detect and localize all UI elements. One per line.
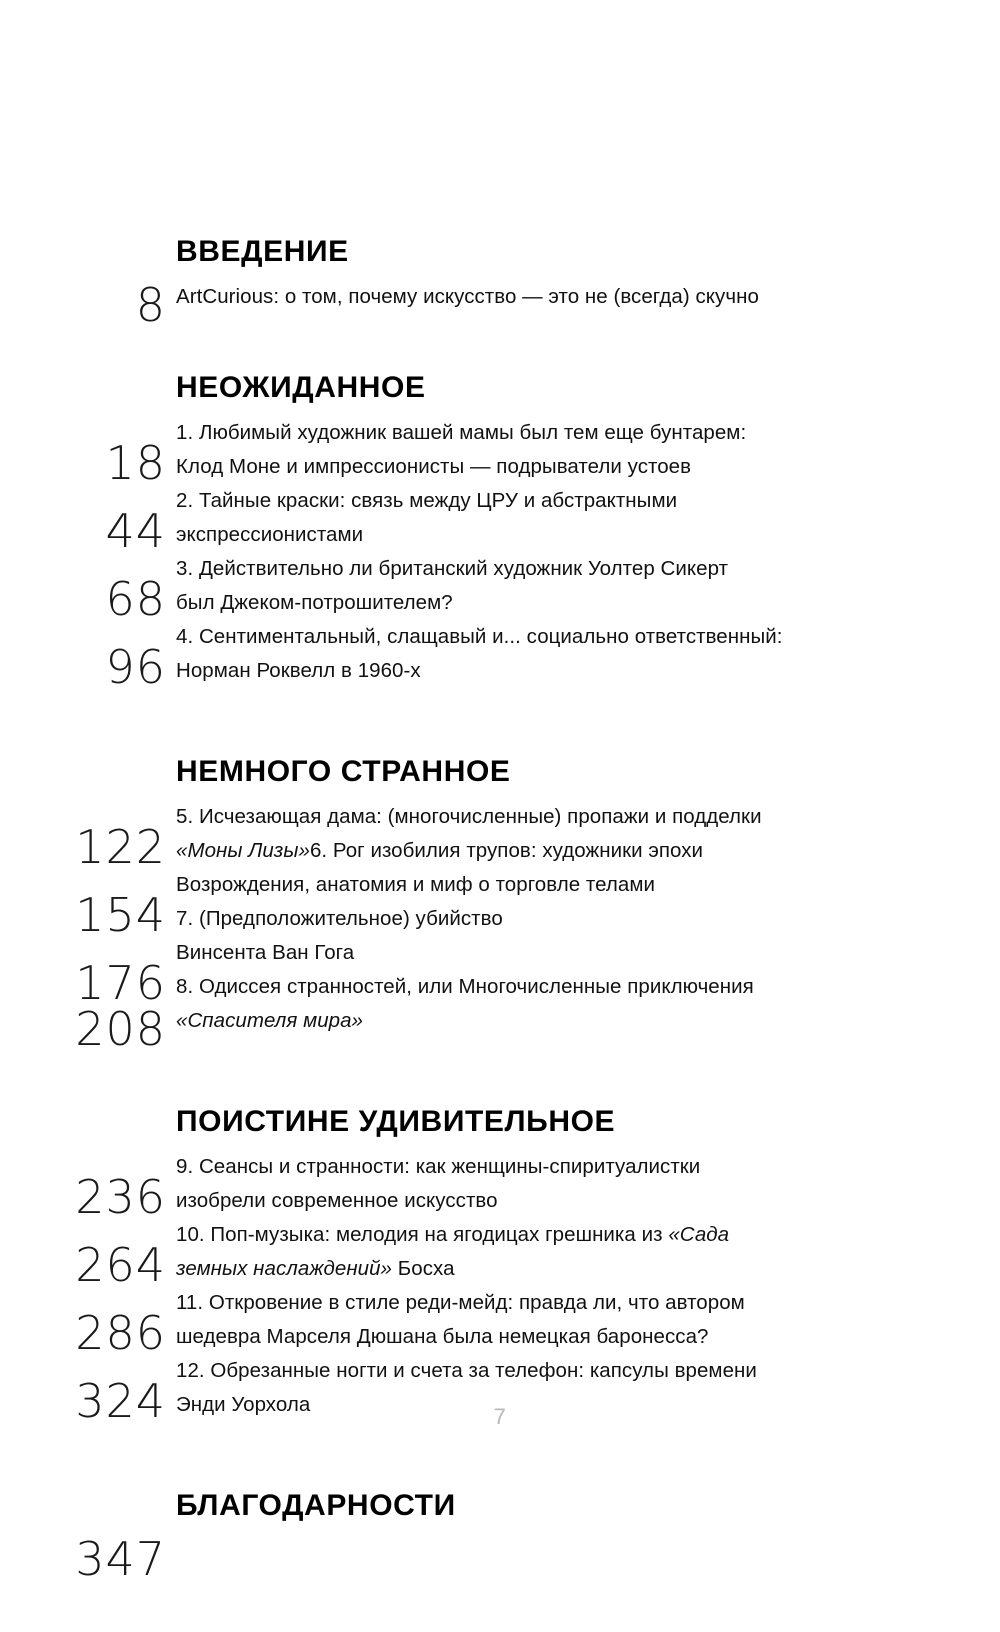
italic-work-title: «Моны Лизы» — [176, 839, 310, 862]
toc-entry-title — [176, 280, 1000, 314]
toc-entry[interactable] — [0, 552, 1000, 626]
toc-entry-line — [176, 484, 810, 518]
spacer — [0, 408, 1000, 416]
toc-entry-title — [176, 484, 1000, 552]
entry-text: Винсента Ван Гога — [176, 941, 355, 964]
toc-entry[interactable] — [0, 800, 1000, 874]
toc-page-number: 8 — [135, 278, 166, 332]
italic-work-title: «Спасителя мира» — [176, 1009, 364, 1032]
toc-entry-line — [176, 1004, 810, 1038]
entry-text: 6. Рог изобилия трупов: художники эпохи — [309, 839, 704, 862]
toc-entry[interactable] — [0, 278, 1000, 332]
toc-page-number: 44 — [105, 504, 166, 558]
entry-text: экспрессионистами — [176, 523, 364, 546]
entry-text: 9. Сеансы и странности: как женщины-спиритуалистки — [176, 1155, 701, 1178]
toc-entry-title — [176, 1218, 1000, 1286]
toc-entry-title — [176, 552, 1000, 620]
spacer — [0, 792, 1000, 800]
toc-entry-line — [176, 1354, 810, 1388]
entry-text: 2. Тайные краски: связь между ЦРУ и абстрактными — [176, 489, 678, 512]
toc-entry-title — [176, 936, 1000, 1004]
italic-work-title: земных наслаждений» — [176, 1257, 392, 1280]
toc-entry-line — [176, 970, 810, 1004]
toc-entry[interactable] — [0, 1218, 1000, 1292]
entry-text: Энди Уорхола — [176, 1393, 311, 1416]
toc-entry-title — [176, 620, 1000, 688]
toc-entry[interactable] — [0, 1002, 1000, 1056]
toc-page-number: 154 — [75, 888, 166, 942]
toc-page-number: 286 — [75, 1306, 166, 1360]
toc-entry[interactable] — [0, 416, 1000, 490]
toc-page-number: 18 — [105, 436, 166, 490]
toc-entry-title — [176, 416, 1000, 484]
toc-section — [0, 1486, 1000, 1632]
toc-page-number: 176 — [75, 956, 166, 1010]
entry-text: ArtCurious: о том, почему искусство — это не (всегда) скучно — [176, 285, 759, 308]
toc-entry[interactable] — [0, 936, 1000, 1010]
toc-entry-line — [176, 1320, 810, 1354]
toc-entry-title — [176, 1004, 1000, 1038]
entry-text: Клод Моне и импрессионисты — подрыватели устоев — [176, 455, 692, 478]
toc-page-number: 208 — [75, 1002, 166, 1056]
toc-section — [0, 232, 1000, 368]
toc-entry[interactable] — [0, 1150, 1000, 1224]
spacer — [0, 1142, 1000, 1150]
toc-page-number: 96 — [105, 640, 166, 694]
entry-text: 7. (Предположительное) убийство — [176, 907, 503, 930]
toc-entry-line — [176, 800, 810, 834]
toc-entry-line — [176, 552, 810, 586]
toc-entry-line — [176, 868, 810, 902]
toc-entry-line — [176, 1218, 810, 1252]
toc-entry-line — [176, 1286, 810, 1320]
toc-entry-line — [176, 586, 810, 620]
toc-entry-title — [176, 800, 1000, 868]
toc-entry[interactable] — [0, 1286, 1000, 1360]
toc-page-number: 264 — [75, 1238, 166, 1292]
spacer — [0, 1422, 1000, 1486]
toc-entry-line — [176, 654, 810, 688]
entry-text: Возрождения, анатомия и миф о торговле телами — [176, 873, 655, 896]
toc-entry-title — [176, 1150, 1000, 1218]
section-heading: ПОИСТИНЕ УДИВИТЕЛЬНОЕ — [176, 1105, 616, 1138]
toc-entry[interactable] — [0, 868, 1000, 942]
toc-entry-line — [176, 936, 810, 970]
toc-section — [0, 752, 1000, 1102]
toc-entry[interactable] — [0, 1532, 1000, 1586]
toc-entry[interactable] — [0, 620, 1000, 694]
italic-work-title: «Сада — [668, 1223, 730, 1246]
entry-text: 3. Действительно ли британский художник Уолтер Сикерт — [176, 557, 729, 580]
toc-entry-line — [176, 902, 810, 936]
section-heading: БЛАГОДАРНОСТИ — [176, 1489, 456, 1522]
toc-entry-line — [176, 450, 810, 484]
entry-text: был Джеком-потрошителем? — [176, 591, 453, 614]
entry-text: 4. Сентиментальный, слащавый и... социально ответственный: — [176, 625, 783, 648]
entry-text: Босха — [392, 1257, 455, 1280]
entry-text: шедевра Марселя Дюшана была немецкая баронесса? — [176, 1325, 709, 1348]
toc-entry-title — [176, 1286, 1000, 1354]
toc-entry-line — [176, 280, 810, 314]
toc-page-number: 122 — [75, 820, 166, 874]
section-heading: НЕМНОГО СТРАННОЕ — [176, 755, 511, 788]
entry-text: 10. Поп-музыка: мелодия на ягодицах грешника из — [176, 1223, 669, 1246]
entry-text: 11. Откровение в стиле реди-мейд: правда ли, что автором — [176, 1291, 745, 1314]
toc-entry-line — [176, 1252, 810, 1286]
entry-text: 8. Одиссея странностей, или Многочисленные приключения — [176, 975, 754, 998]
toc-section — [0, 368, 1000, 752]
entry-text: Норман Роквелл в 1960-х — [176, 659, 421, 682]
spacer — [0, 688, 1000, 752]
toc-page-number: 236 — [75, 1170, 166, 1224]
toc-entry[interactable] — [0, 484, 1000, 558]
entry-text: 12. Обрезанные ногти и счета за телефон: капсулы времени — [176, 1359, 757, 1382]
toc-entry-line — [176, 416, 810, 450]
entry-text: 1. Любимый художник вашей мамы был тем еще бунтарем: — [176, 421, 747, 444]
toc-page-number: 347 — [75, 1532, 166, 1586]
toc-entry-title — [176, 868, 1000, 936]
toc-entry-line — [176, 834, 810, 868]
toc-page-number: 68 — [105, 572, 166, 626]
entry-text: изобрели современное искусство — [176, 1189, 498, 1212]
section-heading: ВВЕДЕНИЕ — [176, 235, 349, 268]
toc-page-number: 324 — [75, 1374, 166, 1428]
toc-entry-line — [176, 1184, 810, 1218]
toc-entry-line — [176, 620, 810, 654]
toc-entry-title — [176, 1534, 1000, 1568]
section-heading: НЕОЖИДАННОЕ — [176, 371, 426, 404]
toc-entry-line — [176, 518, 810, 552]
toc-entry-line — [176, 1150, 810, 1184]
entry-text: 5. Исчезающая дама: (многочисленные) пропажи и подделки — [176, 805, 762, 828]
page-folio-number: 7 — [493, 1404, 507, 1429]
